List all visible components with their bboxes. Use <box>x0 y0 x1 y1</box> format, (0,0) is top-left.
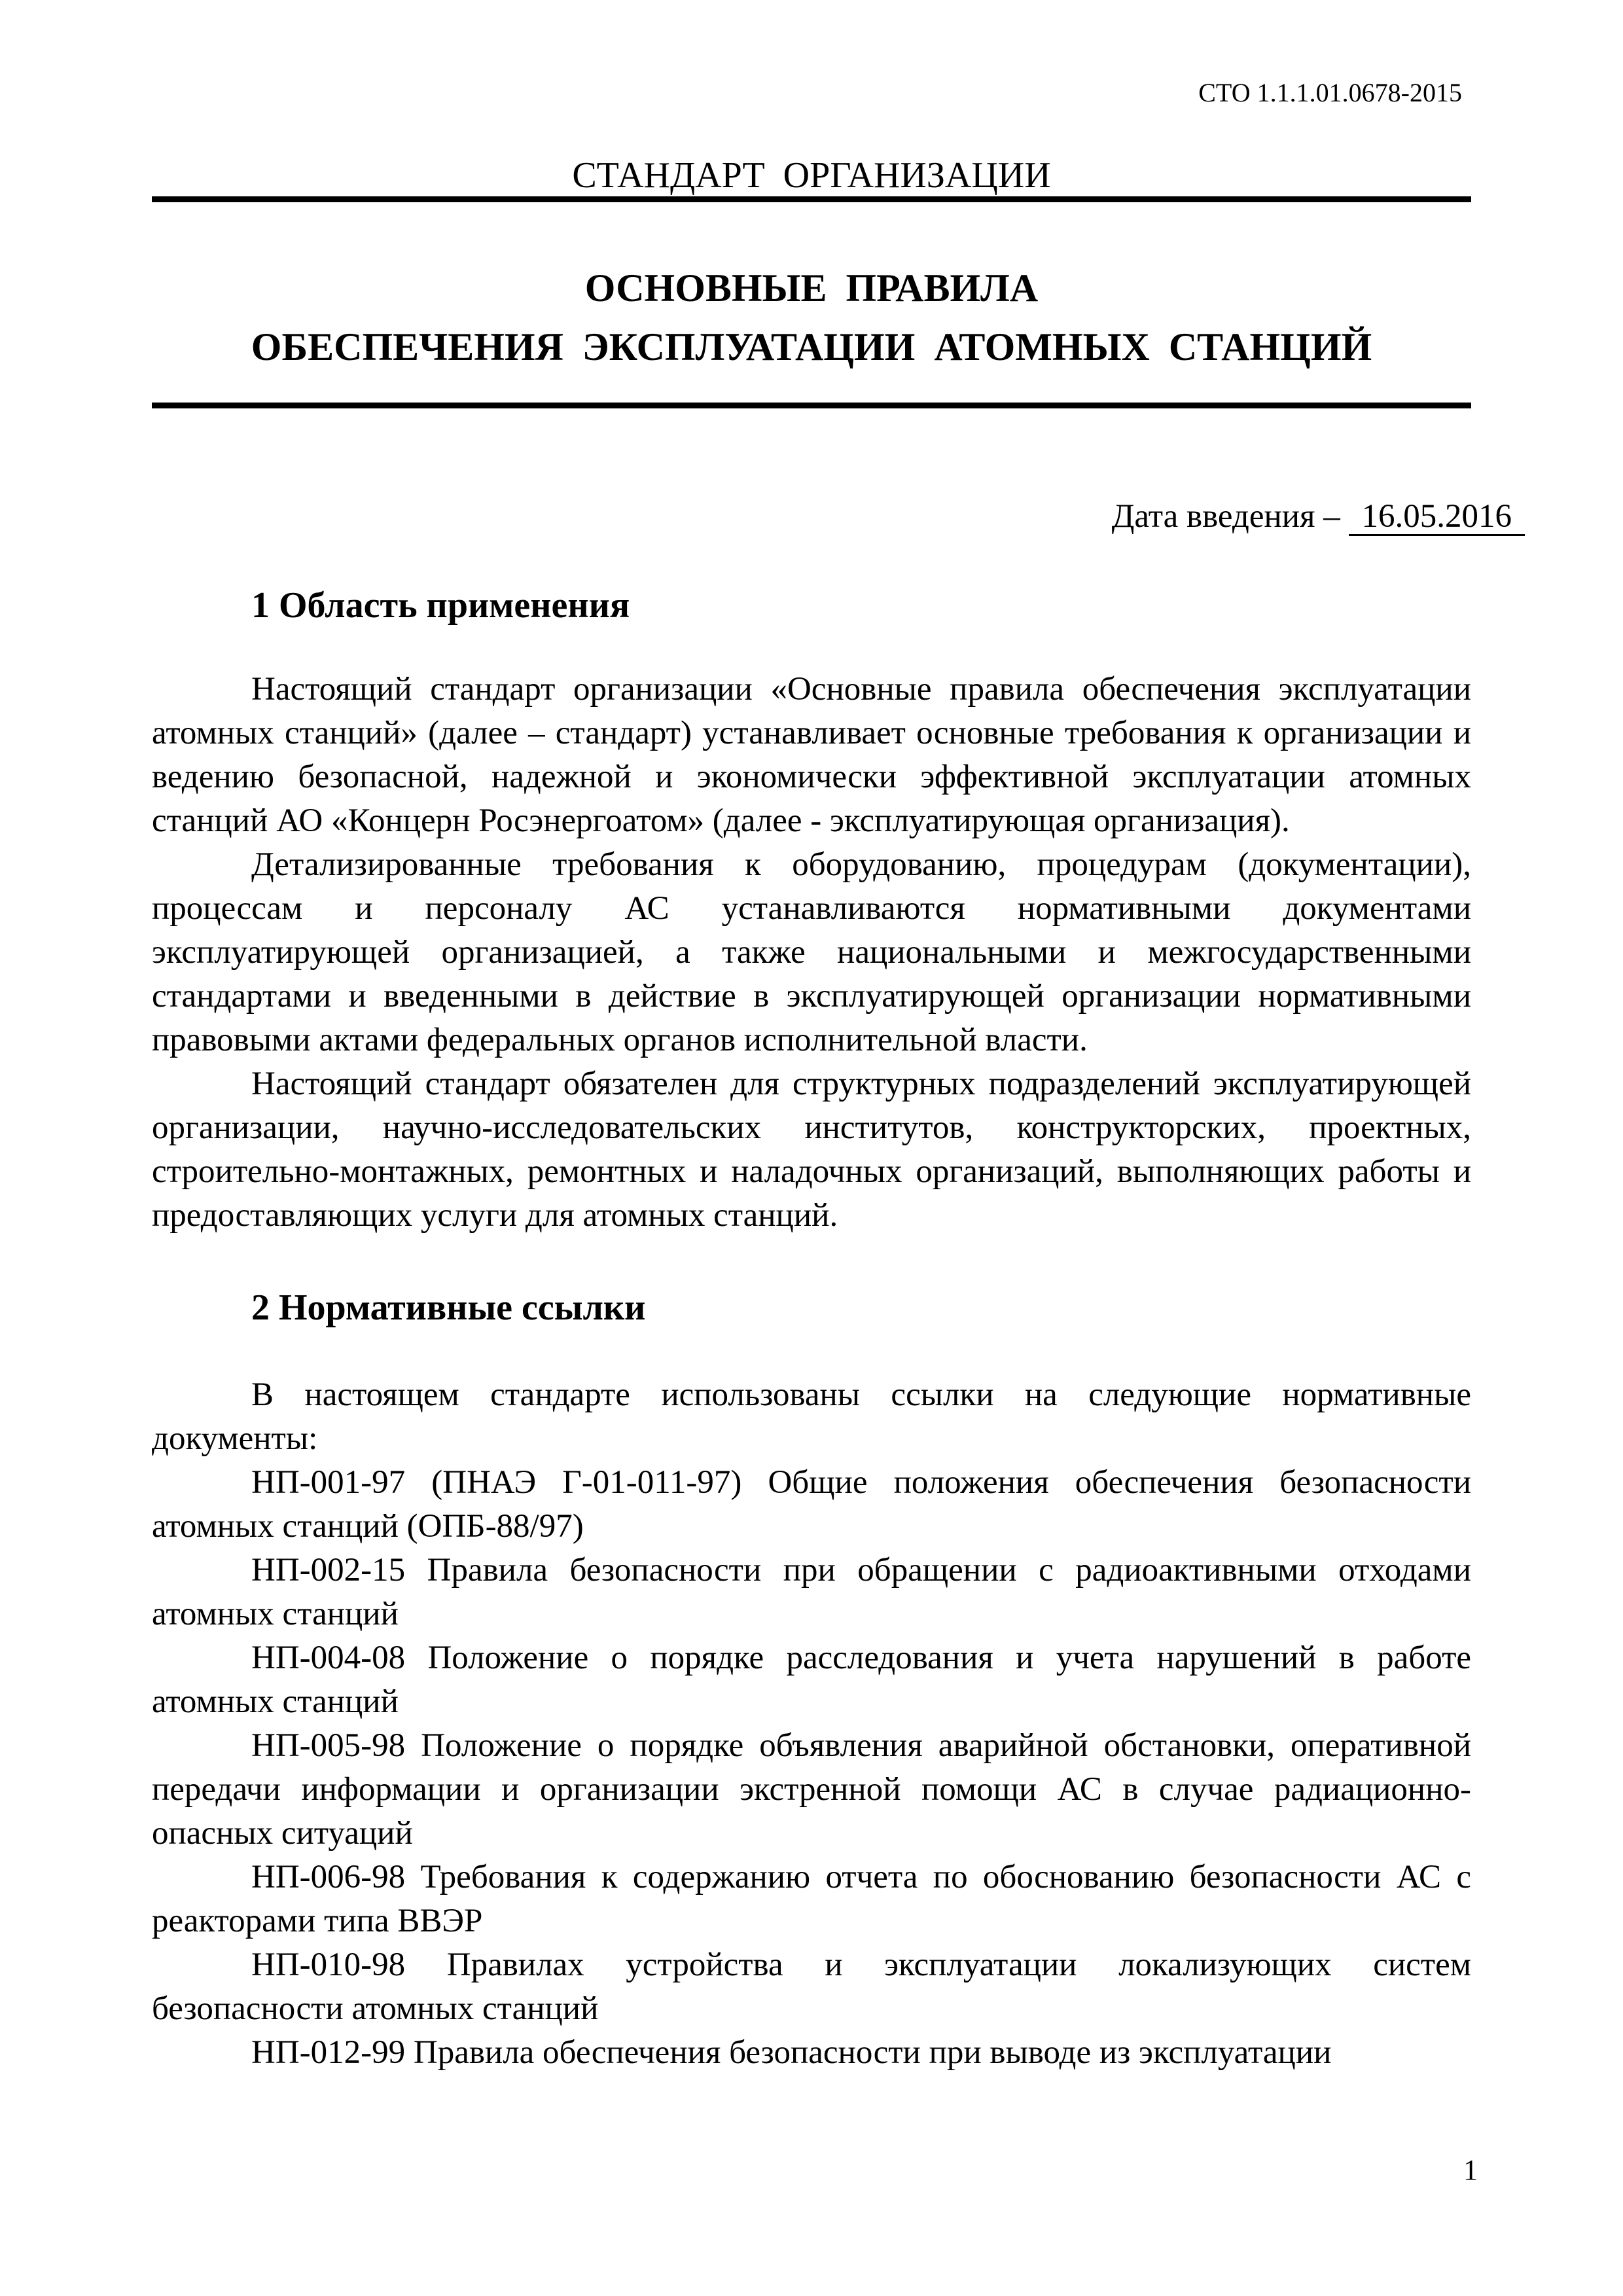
document-title-line-2: ОБЕСПЕЧЕНИЯ ЭКСПЛУАТАЦИИ АТОМНЫХ СТАНЦИЙ <box>251 325 1372 368</box>
reference-item: НП-006-98 Требования к содержанию отчета по обоснованию безопасности АС с реакторами типа ВВЭР <box>152 1859 1471 1939</box>
paragraph: В настоящем стандарте использованы ссылки на следующие нормативные документы: <box>152 1376 1471 1457</box>
organization-standard-title: СТАНДАРТ ОРГАНИЗАЦИИ <box>572 155 1051 196</box>
title-bottom-rule <box>152 403 1471 408</box>
reference-item: НП-005-98 Положение о порядке объявления аварийной обстановки, оперативной передачи информации и организации экстренной помощи АС в случае радиационно-опасных ситуаций <box>152 1727 1471 1852</box>
section-heading-normative-references: 2 Нормативные ссылки <box>251 1287 646 1328</box>
reference-item: НП-001-97 (ПНАЭ Г-01-011-97) Общие положения обеспечения безопасности атомных станций (ОПБ-88/97) <box>152 1464 1471 1545</box>
reference-item: НП-004-08 Положение о порядке расследования и учета нарушений в работе атомных станций <box>152 1640 1471 1720</box>
paragraph: Детализированные требования к оборудованию, процедурам (документации), процессам и персоналу АС устанавливаются нормативными документами эксплуатирующей организацией, а также национальными и межгосударственными стандартами и введенными в действие в эксплуатирующей организации нормативными правовыми актами федеральных органов исполнительной власти. <box>152 846 1471 1058</box>
introduction-date-value: 16.05.2016 <box>1349 499 1525 536</box>
introduction-date <box>1112 497 1525 536</box>
paragraph: Настоящий стандарт организации «Основные правила обеспечения эксплуатации атомных станций» (далее – стандарт) устанавливает основные требования к организации и ведению безопасной, надежной и экономически эффективной эксплуатации атомных станций АО «Концерн Росэнергоатом» (далее - эксплуатирующая организация). <box>152 671 1471 839</box>
document-title <box>152 259 1471 376</box>
reference-item: НП-002-15 Правила безопасности при обращении с радиоактивными отходами атомных станций <box>152 1552 1471 1632</box>
title-top-rule <box>152 196 1471 202</box>
introduction-date-label: Дата введения – <box>1111 498 1340 535</box>
reference-item: НП-010-98 Правилах устройства и эксплуатации локализующих систем безопасности атомных станций <box>152 1946 1471 2027</box>
document-code: СТО 1.1.1.01.0678-2015 <box>1198 78 1462 107</box>
reference-item: НП-012-99 Правила обеспечения безопасности при выводе из эксплуатации <box>251 2034 1332 2071</box>
page-number: 1 <box>1463 2154 1478 2186</box>
document-title-line-1: ОСНОВНЫЕ ПРАВИЛА <box>584 266 1039 310</box>
section-heading-scope: 1 Область применения <box>251 585 630 626</box>
paragraph: Настоящий стандарт обязателен для структурных подразделений эксплуатирующей организации, научно-исследовательских институтов, конструкторских, проектных, строительно-монтажных, ремонтных и наладочных организаций, выполняющих работы и предоставляющих услуги для атомных станций. <box>152 1066 1471 1234</box>
document-body <box>152 576 1471 2075</box>
